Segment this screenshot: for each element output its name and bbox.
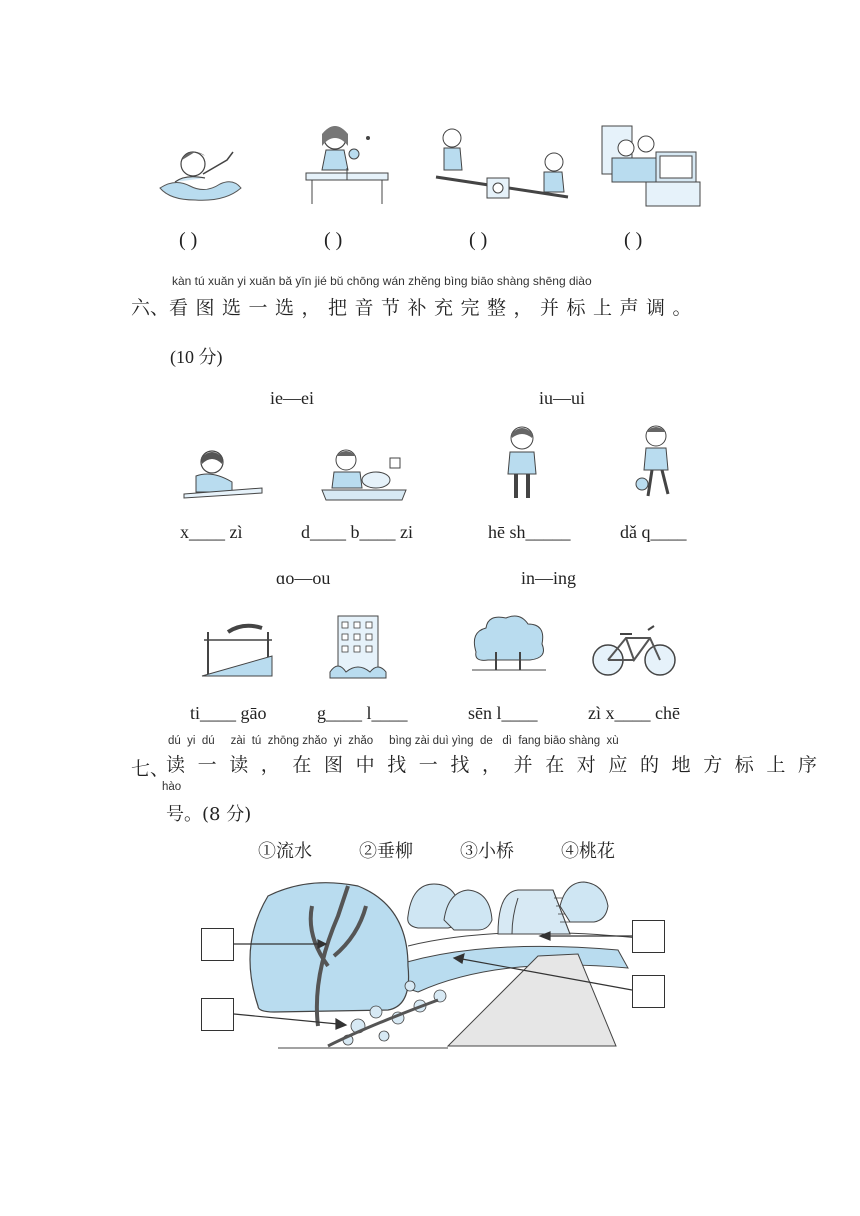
fill-senlin[interactable]: sēn l____ <box>468 703 538 723</box>
section7-pinyin: dú yi dú zài tú zhōng zhǎo yi zhǎo bìng zài duì yìng de dì fang biāo shàng xù <box>168 735 619 747</box>
option-chuiliu: ②垂柳 <box>359 841 413 862</box>
section7-number: 七、 <box>131 758 170 780</box>
section7-title-line2: 号。(8 分) <box>166 804 252 825</box>
section6-score: (10 分) <box>170 347 223 367</box>
group-in-ing-label: in—ing <box>521 568 577 588</box>
answer-paren-3[interactable]: ( ) <box>469 229 488 251</box>
answer-paren-4[interactable]: ( ) <box>624 229 643 251</box>
option-taohua: ④桃花 <box>561 841 615 862</box>
section6-pinyin: kàn tú xuǎn yi xuǎn bǎ yīn jié bǔ chōng wán zhěng bìng biāo shàng shēng diào <box>172 274 592 288</box>
group-ao-ou-label: ɑo—ou <box>276 568 331 588</box>
group-iu-ui-label: iu—ui <box>539 388 586 408</box>
section7-pinyin-hao: hào <box>162 781 182 793</box>
fill-gaolou[interactable]: g____ l____ <box>317 703 408 723</box>
option-liushui: ①流水 <box>258 841 312 862</box>
fill-heshui[interactable]: hē sh_____ <box>488 522 571 542</box>
answer-paren-1[interactable]: ( ) <box>179 229 198 251</box>
fill-xiezi[interactable]: x____ zì <box>180 522 243 542</box>
fill-daqiu[interactable]: dǎ q____ <box>620 522 687 542</box>
section6-title: 看图选一选，把音节补充完整，并标上声调。 <box>169 297 700 319</box>
option-xiaoqiao: ③小桥 <box>460 841 514 862</box>
fill-tiaogao[interactable]: ti____ gāo <box>190 703 267 723</box>
group-ie-ei-label: ie—ei <box>270 388 314 408</box>
fill-diebeizi[interactable]: d____ b____ zi <box>301 522 413 542</box>
section6-number: 六、 <box>131 297 170 319</box>
fill-zixingche[interactable]: zì x____ chē <box>588 703 680 723</box>
answer-paren-2[interactable]: ( ) <box>324 229 343 251</box>
section7-title: 读一读，在图中找一找，并在对应的地方标上序 <box>166 754 830 776</box>
